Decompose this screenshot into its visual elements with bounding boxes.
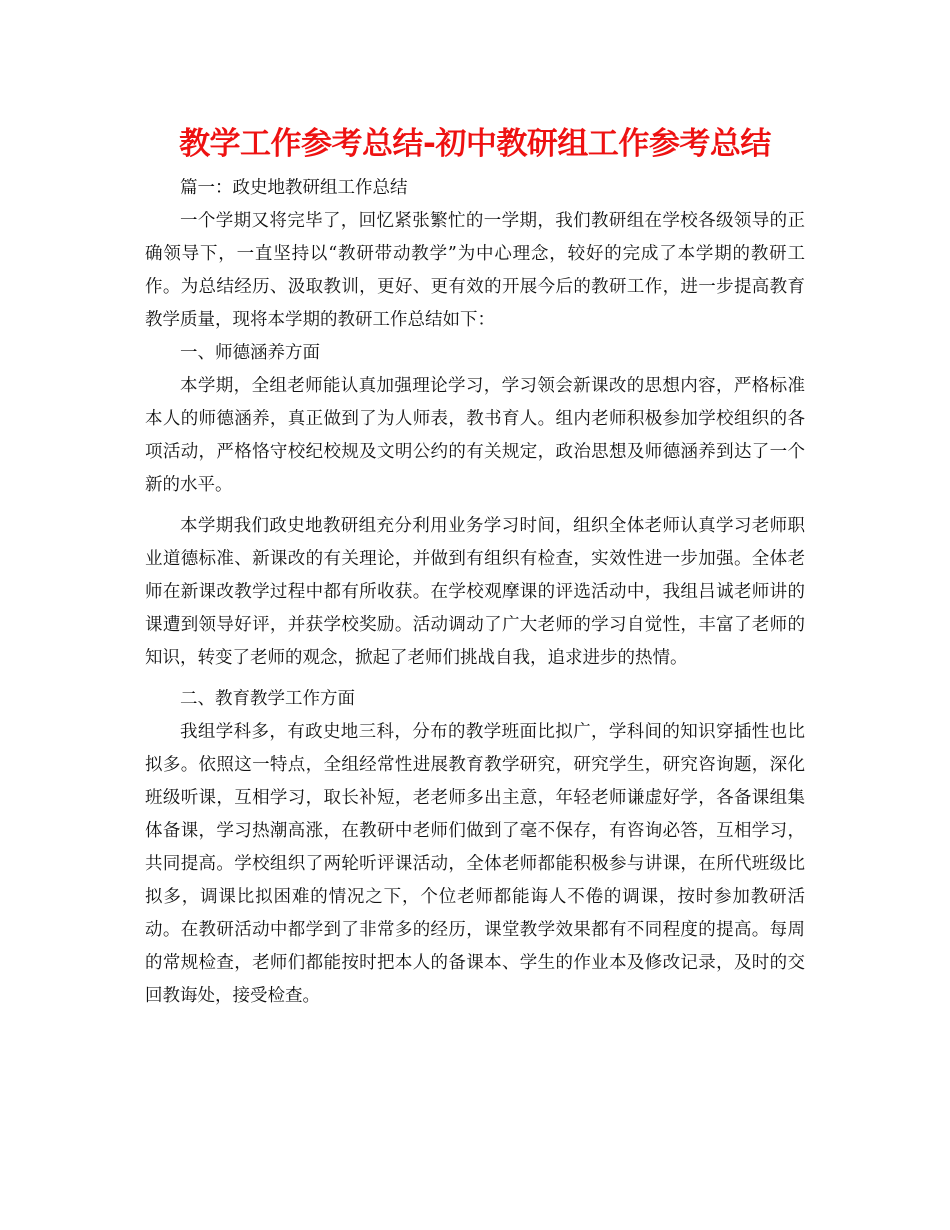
document-page	[145, 122, 805, 1013]
heading-teaching: 二、教育教学工作方面	[180, 689, 355, 709]
ethics-paragraph-2: 本学期我们政史地教研组充分利用业务学习时间，组织全体老师认真学习老师职业道德标准、新课改的有关理论，并做到有组织有检查，实效性进一步加强。全体老师在新课改教学过程中都有所收获。在学校观摩课的评选活动中，我组吕诚老师讲的课遭到领导好评，并获学校奖励。活动调动了广大老师的学习自觉性，丰富了老师的知识，转变了老师的观念，掀起了老师们挑战自我，追求进步的热情。	[145, 516, 805, 668]
teaching-paragraph: 我组学科多，有政史地三科，分布的教学班面比拟广，学科间的知识穿插性也比拟多。依照这一特点，全组经常性进展教育教学研究，研究学生，研究咨询题，深化班级听课，互相学习，取长补短，老老师多出主意，年轻老师谦虚好学，各备课组集体备课，学习热潮高涨，在教研中老师们做到了毫不保存，有咨询必答，互相学习，共同提高。学校组织了两轮听评课活动，全体老师都能积极参与讲课，在所代班级比拟多，调课比拟困难的情况之下，个位老师都能诲人不倦的调课，按时参加教研活动。在教研活动中都学到了非常多的经历，课堂教学效果都有不同程度的提高。每周的常规检查，老师们都能按时把本人的备课本、学生的作业本及修改记录，及时的交回教诲处，接受检查。	[145, 722, 805, 1006]
heading-ethics: 一、师德涵养方面	[180, 343, 320, 363]
section-title: 篇一：政史地教研组工作总结	[180, 178, 408, 198]
intro-paragraph: 一个学期又将完毕了，回忆紧张繁忙的一学期，我们教研组在学校各级领导的正确领导下，一直坚持以“教研带动教学”为中心理念，较好的完成了本学期的教研工作。为总结经历、汲取教训，更好、更有效的开展今后的教研工作，进一步提高教育教学质量，现将本学期的教研工作总结如下：	[145, 211, 805, 330]
document-title: 教学工作参考总结-初中教研组工作参考总结	[179, 126, 771, 162]
ethics-paragraph-1: 本学期，全组老师能认真加强理论学习，学习领会新课改的思想内容，严格标准本人的师德涵养，真正做到了为人师表，教书育人。组内老师积极参加学校组织的各项活动，严格恪守校纪校规及文明公约的有关规定，政治思想及师德涵养到达了一个新的水平。	[145, 376, 805, 495]
